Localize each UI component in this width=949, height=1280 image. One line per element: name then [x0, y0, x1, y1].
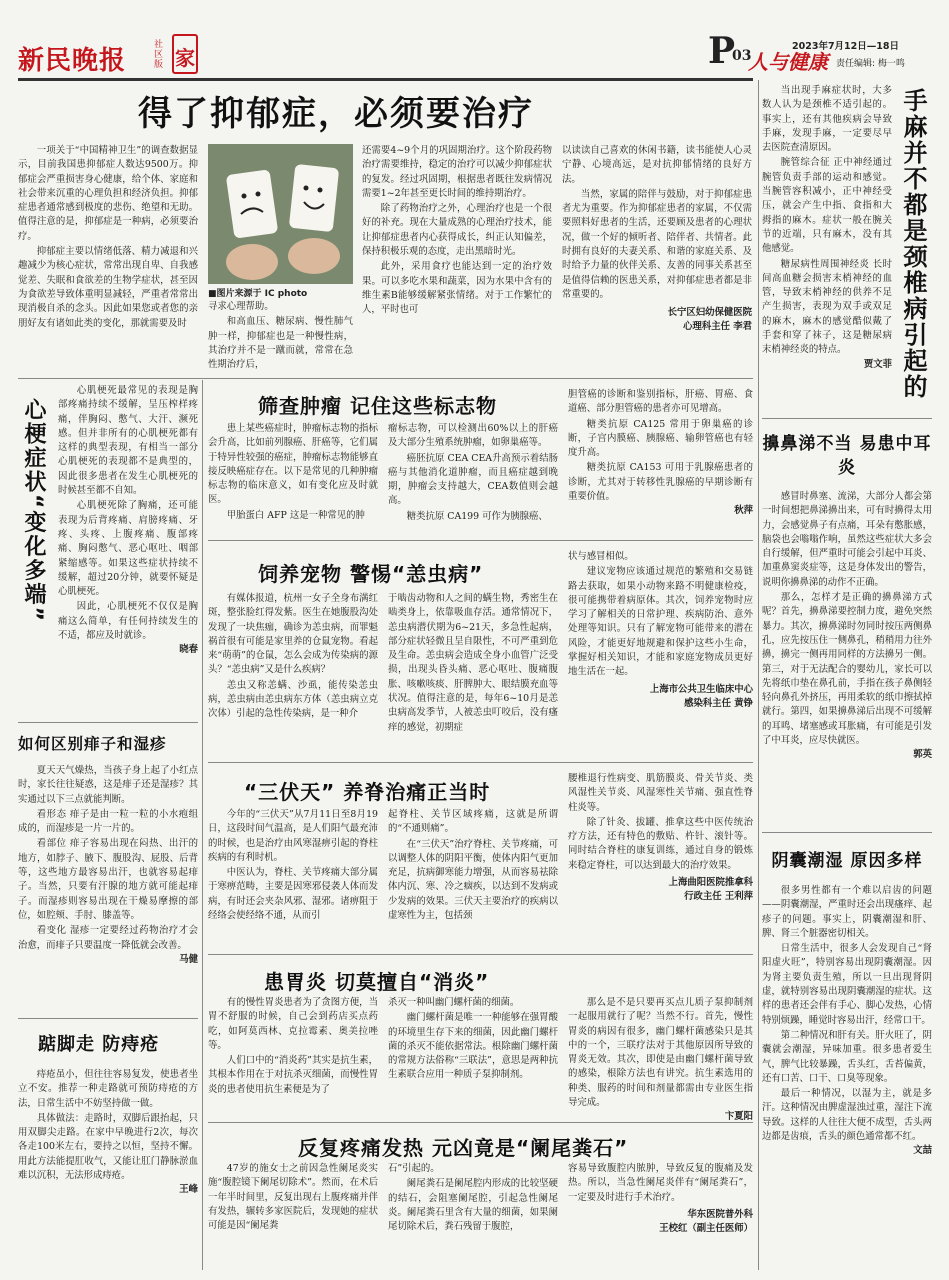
pet-col3-p2: 建议宠物应该通过规范的繁殖和交易链路去获取，如果小动物来路不明健康检疫，很可能携带着病原体。其次，饲养宠物时应学习了解相关的日常护理、疾病防治、意外处理等知识。只有了解宠物可能带来的潜在风险，才能更好地规避和保护这些小生命，掌握好相关知识，才能和家庭宠物成员更好地生活在一起。: [568, 566, 753, 678]
threefu-col-3: [568, 772, 753, 948]
hand-p2: 腕管综合征 正中神经通过腕管负责手部的运动和感觉。当腕管容积减小，正中神经受压，就会产生中指、食指和大拇指的麻木。症状一般在腕关节的近端，只有麻木，没有其他感觉。: [762, 157, 892, 255]
pet-col2-p1: 于啮齿动物和人之间的螨生物，秀密生在啮类身上，依靠吸血存活。通常情况下，恙虫病潜伏期为6~21天，多急性起病，部分症状轻微且呈自限性，不可严重到危及生命。恙虫病会造成全身小血管广泛受损，出现头昏头痛、恶心呕吐、腹痛腹胀、咳嗽咳痰、肝脾肿大、眼结膜充血等状况。值得注意的是，每年6~10月是恙虫病高发季节，人被恙虫叮咬后，没有瘙痒的感觉，初期症: [388, 593, 558, 733]
page-letter: P: [708, 30, 736, 72]
appendix-col-3: [568, 1162, 753, 1270]
appendix-col2-p2: 阑尾粪石是阑尾腔内形成的比较坚硬的结石，会阻塞阑尾腔，引起急性阑尾炎。阑尾粪石里含有大量的细菌，如果阑尾切除术后，粪石残留于腹腔，: [388, 1178, 558, 1233]
appendix-author-org: 华东医院普外科: [687, 1208, 753, 1220]
prickly-author: 马健: [179, 953, 198, 965]
main-col1-p2: 抑郁症主要以情绪低落、精力减退和兴趣减少为核心症状，常常出现自卑、自我感觉差、失眠和食欲差的生物学症状，甚至因为食欲差导致体重明显减轻，严重者常常出现消极自杀的念头。因此如果您或者您的亲朋好友有诸如此类的变化，那就需要及时: [18, 246, 198, 329]
main-col4-p2: 当然，家属的陪伴与鼓励，对于抑郁症患者尤为重要。作为抑郁症患者的家属，不仅需要照料好患者的生活，还要顾及患者的心理状况，做一个好的倾听者、陪伴者、共情者。此时拥有良好的夫妻关系、和谐的家庭关系、及时给予力量的伙伴关系、友善的同事关系甚至是值得信赖的医患关系，对抑郁症患者都是非常重要的。: [562, 188, 752, 300]
gastritis-col-1: [208, 996, 378, 1116]
hand-p3: 糖尿病性周围神经炎 长时间高血糖会损害末梢神经的血管，导致末梢神经的供养不足产生损害，表现为双手或双足的麻木，麻木的感觉酷似戴了手套和穿了袜子，这是糖尿病末梢神经炎的特点。: [762, 258, 892, 356]
threefu-col-1: [208, 808, 378, 948]
pet-col3-p1: 状与感冒相似。: [568, 551, 634, 562]
pet-col-1: [208, 592, 378, 756]
gastritis-col1-p2: 人们口中的“消炎药”其实是抗生素，其根本作用在于对抗杀灭细菌，而慢性胃炎的患者使用抗生素便是为了: [208, 1055, 378, 1095]
tumor-col3-p1: 胆管癌的诊断和鉴别指标，肝癌、胃癌、食道癌、部分胆管癌的患者亦可见增高。: [568, 389, 753, 415]
walking-p1: 痔疮虽小，但往往容易复发，使患者坐立不安。推荐一种走路就可预防痔疮的方法，日常生活中不妨坚持做一做。: [18, 1069, 198, 1109]
tumor-col1-p2: 甲胎蛋白 AFP 这是一种常见的肿: [226, 509, 365, 521]
gastritis-col2-p1: 杀灭一种叫幽门螺杆菌的细菌。: [388, 997, 520, 1008]
angina-p2: 心肌梗死除了胸痛，还可能表现为后背疼痛、肩膀疼痛、牙疼、头疼、上腹疼痛、腹部疼痛、胸闷憋气、恶心呕吐、咽部紧缩感等。如果这些症状持续不缓解，超过20分钟，就要怀疑是心肌梗死。: [58, 500, 198, 598]
tumor-col3-p3: 糖类抗原 CA153 可用于乳腺癌患者的诊断，尤其对于转移性乳腺癌的早期诊断有重要价值。: [568, 462, 753, 503]
threefu-col-2: [388, 808, 558, 948]
paper-logo: [18, 38, 168, 78]
sidebar-divider: [758, 80, 759, 1270]
nose-p2: 那么，怎样才是正确的擤鼻涕方式呢？首先，擤鼻涕要控制力度，避免突然暴力。其次，擤鼻涕时勿同时按压两侧鼻孔，应先按压住一侧鼻孔，稍稍用力往外擤，擤完一侧再用同样的方法擤另一侧。第三，对于无法配合的婴幼儿，家长可以先将纸巾垫在鼻孔前，手指在孩子鼻侧轻轻向鼻孔外挤压，再用柔软的纸巾擦拭掉就行。第四，如果擤鼻涕后出现不可缓解的耳鸣、堵塞感或耳胀痛，有可能是引发了中耳炎，应尽快就医。: [762, 592, 932, 747]
angina-title: 心梗症状“变化多端”: [21, 398, 46, 623]
threefu-col3-p2: 除了针灸、拔罐、推拿这些中医传统治疗方法，还有特色的敷贴、杵针、滚针等。同时结合脊柱的康复训练，通过自身的锻炼来稳定脊柱，可以达到最大的治疗效果。: [568, 816, 753, 871]
pet-article: [208, 546, 753, 756]
gastritis-article: [208, 960, 753, 1123]
main-col3-p3: 此外，采用食疗也能达到一定的治疗效果。可以多吃水果和蔬菜，因为水果中含有的维生素B能够缓解紧张情绪。对于工作繁忙的人，平时也可: [362, 261, 552, 316]
hand-numbness-article: [762, 84, 932, 412]
angina-p3: 因此，心肌梗死不仅仅是胸痛这么简单，有任何持续发生的不适，都应及时就诊。: [58, 601, 198, 642]
appendix-title: 反复疼痛发热 元凶竟是“阑尾粪石”: [298, 1136, 629, 1160]
appendix-col2-p1: 石”引起的。: [388, 1163, 440, 1174]
nose-article: [762, 424, 932, 824]
nose-title: [762, 432, 932, 480]
angina-article: [18, 384, 198, 714]
threefu-col2-p2: 在“三伏天”治疗脊柱、关节疼痛，可以调整人体的阴阳平衡，使体内阳气更加充足，抗病御寒能力增强，从而容易祛除体内沉、寒、冷之痼疾，以达到不发病或少发病的效果。三伏天主要治疗的疾病以虚寒性为主，包括颈: [388, 838, 558, 922]
main-col2-p2: 和高血压、糖尿病、慢性肺气肿一样，抑郁症也是一种慢性病，其治疗并不是一蹴而就，常常在急性期治疗后，: [208, 316, 353, 371]
main-col-4: [562, 144, 752, 370]
gastritis-col-3: [568, 996, 753, 1123]
pet-author-org: 上海市公共卫生临床中心: [649, 683, 753, 695]
threefu-col2-p1: 起脊柱、关节区域疼痛，这就是所谓的“不通则痛”。: [388, 809, 558, 835]
main-article: [18, 80, 753, 370]
emoji-cards-illustration: [208, 144, 353, 284]
walking-p2: 具体做法：走路时，双脚后跟抬起，只用双脚尖走路。在家中早晚进行2次，每次各走100米左右，要持之以恒，坚持不懈。用此方法能提肛收气，又能让肛门静脉淤血难以沉积，无法形成痔疮。: [18, 1112, 198, 1182]
tumor-author: 秋萍: [734, 505, 753, 517]
appendix-col1-p1: 47岁的施女士之前因急性阑尾炎实施“腹腔镜下阑尾切除术”。然而，在术后一年半时间里，反复出现右上腹疼痛并伴有发热，辗转多家医院后，发现她的症状可能是因“阑尾粪: [208, 1163, 378, 1232]
nose-title-text: 擤鼻涕不当 易患中耳炎: [762, 434, 932, 478]
yin-article: [762, 838, 932, 1270]
gastritis-col1-p1: 有的慢性胃炎患者为了贪图方便，当胃不舒服的时候，自己会到药店买点药吃，如阿莫西林、克拉霉素、奥美拉唑等。: [208, 997, 378, 1051]
nose-author: 郭英: [913, 749, 932, 761]
rule-main-bottom: [18, 378, 753, 379]
walking-title: 踮脚走 防痔疮: [38, 1034, 160, 1055]
angina-p1: 心肌梗死最常见的表现是胸部疼痛持续不缓解，呈压榨样疼痛，伴胸闷、憋气、大汗、濒死感。但并非所有的心肌梗死都有这样的典型表现，有相当一部分心肌梗死的表现都不是典型的，因此很多患者在发生心肌梗死的时候甚至都不自知。: [58, 385, 198, 497]
walking-author: 王峰: [179, 1184, 198, 1196]
walking-article: [18, 1024, 198, 1270]
threefu-col3-p1: 腰椎退行性病变、肌筋膜炎、骨关节炎、类风湿性关节炎、风湿寒性关节痛、强直性脊柱炎等。: [568, 773, 753, 813]
tumor-col-1: [208, 422, 378, 534]
hand-numbness-title: 手麻并不都是颈椎病引起的: [899, 88, 927, 400]
hand-author: 贾文菲: [863, 358, 892, 370]
threefu-col1-p2: 中医认为，脊柱、关节疼痛大部分属于寒痹范畴，主要是因寒邪侵袭人体而发病，有时还会夹杂风邪、湿邪。诸痹阻于经络会使经络不通，从而引: [208, 867, 378, 922]
pet-col-2: [388, 592, 558, 756]
main-col3-p1: 还需要4~9个月的巩固期治疗。这个阶段药物治疗需要维持，稳定的治疗可以减少抑郁症状的复发。经过巩固期，根据患者既往发病情况需要1~2年甚至更长时间的维持期治疗。: [362, 145, 552, 199]
prickly-p3: 看部位 痱子容易出现在闷热、出汗的地方，如脖子、腋下、腹股沟、屁股、后背等，这些地方最容易出汗，也就容易起痱子。当然，只要有汗腺的地方就可能起痱子。而湿疹则容易出现在干燥易摩擦的部位，如腔颊、手肘、膝盖等。: [18, 838, 198, 921]
rule-mid-1: [208, 540, 753, 541]
yin-p2: 日常生活中，很多人会发现自己“肾阳虚火旺”，特别容易出现阴囊潮湿。因为肾主要负责生殖，所以一旦出现肾阴虚，就特别容易出现阴囊潮湿的症状。这样的患者还会伴有手心、脚心发热，心情特别烦躁，睡觉时容易出汗，经常口干。: [762, 943, 932, 1026]
prickly-p2: 看形态 痱子是由一粒一粒的小水疱组成的，而湿疹是一片一片的。: [18, 808, 198, 835]
threefu-author-org: 上海曲阳医院推拿科: [668, 877, 753, 889]
editor-credit: 责任编辑: 梅一鸣: [836, 59, 905, 69]
tumor-col-2: [388, 422, 558, 534]
main-col-3: [362, 144, 552, 370]
threefu-col1-p1: 今年的“三伏天”从7月11日至8月19日，这段时间气温高，是人们阳气最充沛的时候，也是治疗由风寒湿痹引起的脊柱疾病的有利时机。: [208, 809, 378, 863]
angina-author: 晓春: [179, 644, 198, 656]
tumor-title: 筛查肿瘤 记住这些标志物: [258, 394, 497, 418]
yin-title: 阴囊潮湿 原因多样: [771, 851, 923, 871]
nose-p1: 感冒时鼻塞、流涕，大部分人都会第一时间想把鼻涕擤出来，可有时擤得太用力，会感觉鼻子有点痛，耳朵有憋胀感，脑袋也会嗡嗡作响，虽然这些症状大多会自行缓解，但严重时可能会引起中耳炎、加重鼻窦炎症等，这是身体发出的警告，说明你擤鼻涕的动作不正确。: [762, 491, 932, 588]
main-headline: 得了抑郁症，必须要治疗: [138, 94, 534, 134]
yin-author: 文喆: [913, 1145, 932, 1157]
gastritis-col2-p2: 幽门螺杆菌是唯一一种能够在强胃酸的环境里生存下来的细菌，因此幽门螺杆菌的杀灭不能依据常法。根除幽门螺杆菌的常规方法俗称“三联法”，意思是两种抗生素联合应用一种质子泵抑制剂。: [388, 1012, 558, 1081]
pet-col1-p1: 有媒体报道，杭州一女子全身布满红斑，整张脸红得发紫。医生在她腹股沟处发现了一块焦痂，确诊为恙虫病，而罪魁祸首很有可能是家里养的仓鼠宠物。看起来“萌萌”的仓鼠，怎么会成为传染病的源头？“恙虫病”又是什么疾病？: [208, 593, 378, 676]
appendix-author-name: 王校红（副主任医师）: [659, 1222, 753, 1234]
section-name: 人与健康: [748, 50, 828, 74]
prickly-p4: 看变化 湿疹一定要经过药物治疗才会治愈，而痱子只要温度一降低就会改善。: [18, 925, 198, 951]
rule-mid-2: [208, 762, 753, 763]
tumor-col2-p3: 糖类抗原 CA199 可作为胰腺癌、: [406, 510, 548, 522]
rule-mid-4: [208, 1122, 753, 1123]
seal-char: 家: [175, 46, 195, 70]
paper-name: 新民晚报: [18, 46, 127, 76]
main-col-2: [208, 300, 353, 370]
appendix-article: [208, 1128, 753, 1270]
yin-p1: 很多男性都有一个难以启齿的问题——阴囊潮湿，严重时还会出现瘙痒、起疹子的问题。事实上，阴囊潮湿和肝、脾、肾三个脏器密切相关。: [762, 885, 932, 939]
article-photo: [208, 144, 353, 284]
tumor-col3-p2: 糖类抗原 CA125 常用于卵巢癌的诊断，子宫内膜癌、胰腺癌、输卵管癌也有轻度升高。: [568, 418, 753, 459]
rule-left-1: [18, 722, 198, 723]
photo-caption: ■图片来源于 IC photo: [208, 289, 308, 299]
yin-p3: 第二种情况和肝有关。肝火旺了，阴囊就会潮湿，异味加重。很多患者爱生气，脾气比较暴躁，舌头红，舌苔偏黄，还有口苦、口干、口臭等现象。: [762, 1029, 932, 1084]
main-author-name: 心理科主任 李君: [683, 321, 752, 333]
yin-p4: 最后一种情况，以湿为主，就是多汗。这种情况由脾虚湿浊过重，湿注下流导致。这样的人往往大便不成型，舌头两边都是齿痕，舌头的颜色通常都不红。: [762, 1088, 932, 1143]
appendix-col-1: [208, 1162, 378, 1270]
threefu-article: [208, 768, 753, 948]
rule-mid-3: [208, 954, 753, 955]
rule-left-2: [18, 1018, 198, 1019]
angina-text: [58, 384, 198, 714]
prickly-title: 如何区别痱子和湿疹: [18, 735, 167, 753]
prickly-p1: 夏天天气燥热，当孩子身上起了小红点时，家长往往疑惑，这是痱子还是湿疹？其实通过以下三点就能判断。: [18, 765, 198, 805]
masthead: [0, 0, 949, 80]
main-author-org: 长宁区妇幼保健医院: [667, 307, 752, 319]
tumor-col2-p2: 癌胚抗原 CEA CEA升高预示着结肠癌与其他消化道肿瘤，而且癌症越到晚期，肿瘤会支持越大，CEA数值则会越高。: [388, 452, 558, 507]
appendix-col-2: [388, 1162, 558, 1270]
hand-p1: 当出现手麻症状时，大多数人认为是颈椎不适引起的。事实上，还有其他疾病会导致手麻，发现手麻，一定要尽早去医院查清原因。: [762, 85, 892, 154]
tumor-col1-p1: 患上某些癌症时，肿瘤标志物的指标会升高，比如前列腺癌、肝癌等，它们属于特异性较强的癌症，肿瘤标志物能够直接反映癌症存在。以下是常见的几种肿瘤标志物的临床意义，如有变化应及时就医。: [208, 423, 378, 506]
gastritis-author: 卞夏阳: [724, 1111, 753, 1123]
prickly-article: [18, 728, 198, 1010]
pet-col-3: [568, 550, 753, 756]
tumor-col-3: [568, 388, 753, 534]
pet-author-name: 感染科主任 黄铮: [684, 697, 753, 709]
threefu-title: “三伏天” 养脊治痛正当时: [244, 780, 491, 804]
edition-label: 社区版: [154, 40, 164, 70]
page-number: 03: [732, 48, 752, 64]
tumor-col2-p1: 瘤标志物，可以检测出60%以上的肝癌及大部分生殖系统肿瘤，如卵巢癌等。: [388, 423, 558, 449]
pet-col1-p2: 恙虫又称恙螨、沙虱，能传染恙虫病，恙虫病由恙虫病东方体（恙虫病立克次体）引起的急性传染病，是一种介: [208, 679, 378, 720]
left-col-divider: [202, 380, 203, 1270]
gastritis-col3-p1: 那么是不是只要再买点儿质子泵抑制剂一起服用就行了呢？当然不行。首先，慢性胃炎的病因有很多，幽门螺杆菌感染只是其中的一个，三联疗法对于其他原因所导致的胃炎无效。其次，即使是由幽门螺杆菌导致的感染，根除方法也有讲究。抗生素选用的种类、服药的时间和剂量都需由专业医生指导完成。: [568, 997, 753, 1109]
rule-sidebar-2: [762, 832, 932, 833]
main-col4-p1: 以读读自己喜欢的休闲书籍，读书能使人心灵宁静、心境高远，是对抗抑郁情绪的良好方法。: [562, 145, 752, 185]
hand-numbness-text: [762, 84, 892, 412]
pet-title: 饲养宠物 警惕“恙虫病”: [258, 562, 484, 586]
gastritis-title: 患胃炎 切莫擅自“消炎”: [264, 970, 490, 994]
main-col1-p1: 一项关于“中国精神卫生”的调查数据显示，目前我国患抑郁症人数达9500万。抑郁症会严重损害身心健康，给个体、家庭和社会带来沉重的心理负担和经济负担。抑郁症患者通常感到极度的悲伤、绝望和无助。值得注意的是，抑郁症是一种病，必须要治疗。: [18, 145, 198, 242]
rule-sidebar-1: [762, 418, 932, 419]
main-col3-p2: 除了药物治疗之外，心理治疗也是一个很好的补充。现在大量成熟的心理治疗技术，能让抑郁症患者内心获得成长，纠正认知偏差，保持积极乐观的态度，走出黑暗时光。: [362, 203, 552, 258]
threefu-author-name: 行政主任 王利萍: [684, 891, 753, 903]
main-col2-p1: 寻求心理帮助。: [208, 301, 274, 312]
issue-date: 2023年7月12日—18日: [792, 41, 899, 52]
gastritis-col-2: [388, 996, 558, 1116]
seal-stamp: [172, 34, 198, 74]
main-col-1: [18, 144, 198, 370]
tumor-article: [208, 384, 753, 534]
appendix-col3-p1: 容易导致腹腔内脓肿，导致反复的腹痛及发热。所以，当急性阑尾炎伴有“阑尾粪石”，一定要及时进行手术治疗。: [568, 1163, 753, 1203]
